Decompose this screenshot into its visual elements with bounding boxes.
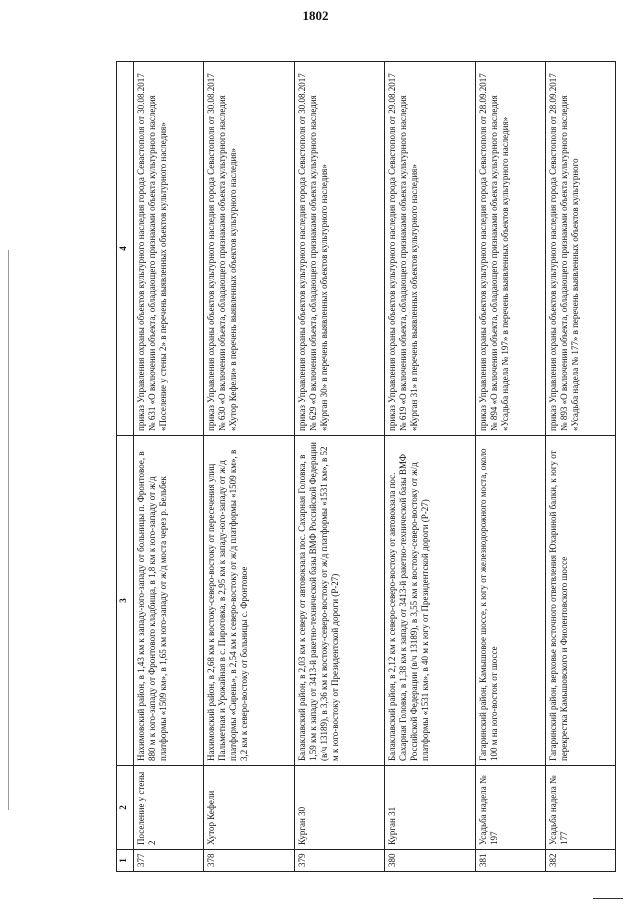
object-location: Нахимовский район, в 2,68 км к востоку-северо-востоку от пересечения улиц Пальметная и Урожайная в с. Пироговка, в 2,95 км к западу-юго-западу от ж/д платформы «Сирень», в 2,54 км к северо-востоку от ж/д платформы «1509 км», в 3,2 км к северо-востоку от больницы с. Фронтовое [204,436,294,766]
object-document: приказ Управления охраны объектов культурного наследия города Севастополя от 30.08.2017 № 630 «О включении объекта, обладающего признаками объекта культурного наследия «Хутор Кефели» в перечень выявленных объектов культурного наследия» [204,62,294,436]
object-document: приказ Управления охраны объектов культурного наследия города Севастополя от 30.08.2017 № 631 «О включении объекта, обладающего признаками объекта культурного наследия «Поселение у стены 2» в перечень выявленных объектов культурного наследия» [134,62,204,436]
object-location: Балаклавский район, в 2,12 км к северо-северо-востоку от автовокзала пос. Сахарная Головка, в 1,38 км к западу от 3413-й ракетно-технической базы ВМФ Российской Федерации (в/ч 13189), в 3,55 км к востоку-северо-востоку от ж/д платформы «1531 км», в 40 м к югу от Президентской дороги (Р-27) [385,436,475,766]
table-row [385,62,475,872]
object-name: Поселение у стены 2 [134,766,204,850]
table-row [294,62,384,872]
object-name: Усадьба надела № 177 [545,766,615,850]
heritage-objects-table [116,61,616,872]
page-number: 1802 [302,8,329,23]
object-location: Гагаринский район, Камышовое шоссе, к югу от железнодорожного моста, около 100 м на юго-восток от шоссе [475,436,545,766]
object-location: Нахимовский район, в 1,43 км к западу-юго-западу от больницы п. Фронтовое, в 880 м к юго-западу от Фронтового кладбища, в 1,8 км к юго-западу от ж/д платформы «1509 км», в 1,65 км юго-западу от ж/д моста через р. Бельбек [134,436,204,766]
object-location: Балаклавский район, в 2,03 км к северу от автовокзала пос. Сахарная Головка, в 1,59 км к западу от 3413-й ракетно-технической базы ВМФ Российской Федерации (в/ч 13189), в 3,36 км к востоку-северо-востоку от ж/д платформы «1531 км», в 52 м к юго-востоку от Президентской дороги (Р-27) [294,436,384,766]
rotated-table [116,62,616,872]
object-name: Хутор Кефели [204,766,294,850]
object-document: приказ Управления охраны объектов культурного наследия города Севастополя от 30.08.2017 № 629 «О включении объекта, обладающего признаками объекта культурного наследия «Курган 30» в перечень выявленных объектов культурного наследия» [294,62,384,436]
row-number: 381 [475,850,545,872]
header-col-1: 1 [117,850,134,872]
row-number: 379 [294,850,384,872]
object-name: Курган 30 [294,766,384,850]
table-row [134,62,204,872]
object-document: приказ Управления охраны объектов культурного наследия города Севастополя от 29.08.2017 № 619 «О включении объекта, обладающего признаками объекта культурного наследия «Курган 31» в перечень выявленных объектов культурного наследия» [385,62,475,436]
object-name: Курган 31 [385,766,475,850]
table-row [475,62,545,872]
row-number: 382 [545,850,615,872]
rotated-table-wrapper [116,62,616,872]
scan-corner-mark [593,898,623,899]
header-col-4: 4 [117,62,134,436]
object-location: Гагаринский район, верховье восточного ответвления Юхариной балки, к югу от перекрестка Камышовского и Фиолентовского шоссе [545,436,615,766]
header-col-2: 2 [117,766,134,850]
object-document: приказ Управления охраны объектов культурного наследия города Севастополя от 28.09.2017 № 893 «О включении объекта, обладающего признаками объекта культурного наследия «Усадьба надела № 177» в перечень выявленных объектов культурного [545,62,615,436]
table-row [204,62,294,872]
scan-edge-line [8,250,9,810]
table-header-row [117,62,134,872]
row-number: 377 [134,850,204,872]
table-row [545,62,615,872]
row-number: 378 [204,850,294,872]
object-document: приказ Управления охраны объектов культурного наследия города Севастополя от 28.09.2017 № 894 «О включении объекта, обладающего признаками объекта культурного наследия «Усадьба надела № 197» в перечень выявленных объектов культурного наследия» [475,62,545,436]
object-name: Усадьба надела № 197 [475,766,545,850]
header-col-3: 3 [117,436,134,766]
row-number: 380 [385,850,475,872]
